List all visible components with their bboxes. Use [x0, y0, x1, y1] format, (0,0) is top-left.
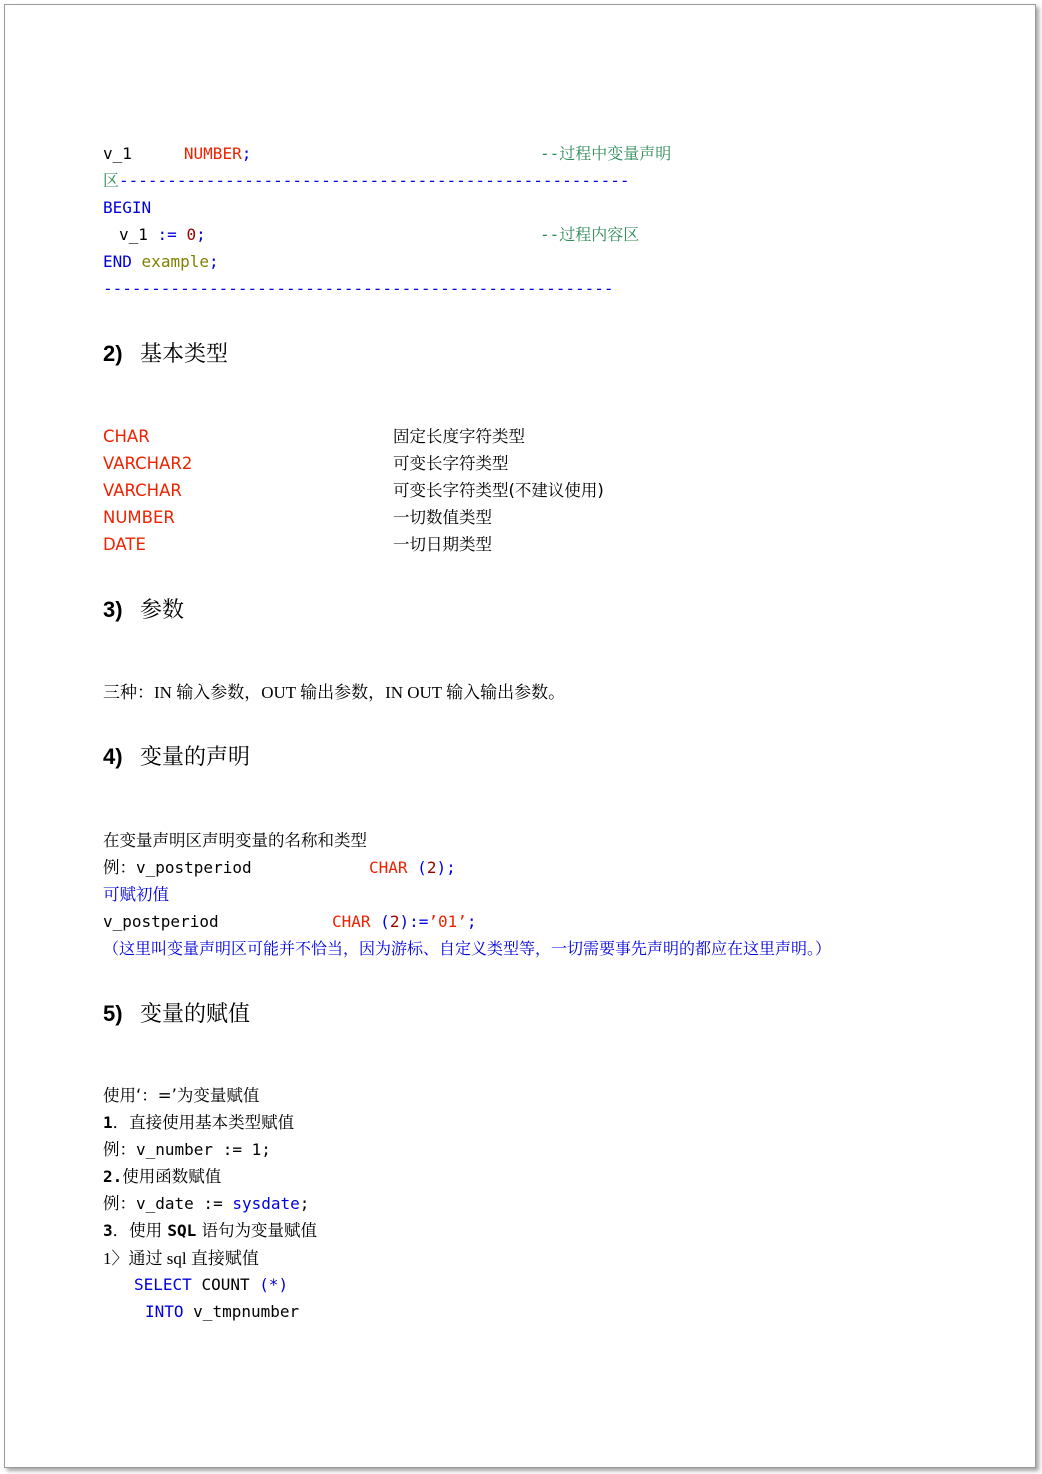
section-heading-3 — [103, 599, 184, 622]
assign-intro: 使用‘：=’为变量赋值 — [103, 1086, 260, 1105]
code-region-char: 区 — [103, 171, 120, 190]
item-number: 3 — [103, 1221, 113, 1240]
type-name-varchar2: VARCHAR2 — [103, 454, 193, 473]
code-semicolon: ; — [208, 252, 219, 271]
type-desc-varchar2: 可变长字符类型 — [393, 454, 509, 473]
item-text: 使用函数赋值 — [122, 1167, 222, 1186]
sql-count: COUNT — [201, 1275, 250, 1294]
assign-item-3 — [103, 1223, 317, 1240]
code-type: NUMBER — [183, 144, 242, 163]
example-paren: ( — [417, 858, 427, 877]
assign-item-1 — [103, 1115, 294, 1132]
type-name-varchar: VARCHAR — [103, 481, 182, 500]
init-paren: ( — [380, 912, 390, 931]
document-page — [4, 4, 1036, 1468]
init-len: 2 — [389, 912, 400, 931]
sql-into: INTO — [145, 1302, 184, 1321]
type-desc-date: 一切日期类型 — [393, 535, 492, 554]
code-assign-val: 0 — [186, 225, 197, 244]
decl-example-type — [369, 860, 456, 876]
example-prefix: 例： — [103, 858, 136, 877]
example-var: v_postperiod — [136, 858, 252, 877]
section-number: 5) — [103, 1001, 123, 1026]
example-type: CHAR — [369, 858, 408, 877]
sql-select-line — [134, 1277, 288, 1293]
section-title: 变量的赋值 — [140, 1002, 251, 1027]
type-desc-char: 固定长度字符类型 — [393, 427, 525, 446]
item-number: 1 — [103, 1113, 113, 1132]
code-line-end — [103, 254, 219, 270]
section-title: 基本类型 — [140, 342, 229, 367]
assign-example-2 — [103, 1196, 309, 1213]
section-heading-5 — [103, 1003, 250, 1026]
item-number: 2. — [103, 1167, 123, 1186]
init-label: 可赋初值 — [103, 885, 169, 904]
example-func: sysdate — [232, 1194, 300, 1213]
example-paren: ); — [436, 858, 456, 877]
example-len: 2 — [426, 858, 437, 877]
section-number: 2) — [103, 341, 123, 366]
section-heading-2 — [103, 343, 228, 366]
example-prefix: 例： — [103, 1194, 136, 1213]
init-semicolon: ; — [466, 912, 477, 931]
assign-sub-1: 1〉通过 sql 直接赋值 — [103, 1249, 259, 1268]
code-semicolon: ; — [241, 144, 252, 163]
code-assign-var: v_1 — [119, 225, 148, 244]
code-begin: BEGIN — [103, 198, 152, 217]
type-name-date: DATE — [103, 535, 146, 554]
example-code: v_number := 1; — [136, 1140, 271, 1159]
item-text: ．直接使用基本类型赋值 — [112, 1113, 295, 1132]
code-end-name: example — [141, 252, 209, 271]
section-title: 参数 — [140, 598, 185, 623]
section-number: 4) — [103, 744, 123, 769]
code-var: v_1 — [103, 144, 132, 163]
sql-into-line — [145, 1304, 299, 1320]
sql-count-arg: (*) — [259, 1275, 289, 1294]
decl-note: （这里叫变量声明区可能并不恰当，因为游标、自定义类型等，一切需要事先声明的都应在这里声明。） — [103, 939, 832, 958]
decl-intro: 在变量声明区声明变量的名称和类型 — [103, 831, 367, 850]
code-comment-decl: --过程中变量声明 — [540, 144, 672, 163]
item-text: 语句为变量赋值 — [196, 1221, 318, 1240]
code-dash-line: ----------------------------------------------------- — [119, 171, 630, 190]
item-text: ．使用 — [112, 1221, 168, 1240]
code-line-assign — [119, 227, 206, 243]
assign-example-1 — [103, 1142, 271, 1159]
assign-item-2 — [103, 1169, 221, 1186]
item-sql: SQL — [167, 1221, 197, 1240]
section-heading-4 — [103, 746, 250, 769]
code-assign-op: := — [157, 225, 177, 244]
init-type-line — [332, 914, 477, 930]
code-dash-line-end: ----------------------------------------------------- — [103, 279, 614, 298]
section-title: 变量的声明 — [140, 745, 251, 770]
type-desc-varchar: 可变长字符类型(不建议使用) — [393, 481, 604, 500]
code-line-decl — [103, 146, 251, 162]
decl-example-line — [103, 860, 252, 877]
type-name-char: CHAR — [103, 427, 150, 446]
init-type: CHAR — [332, 912, 371, 931]
type-desc-number: 一切数值类型 — [393, 508, 492, 527]
code-line-region — [103, 173, 630, 189]
example-code: v_date := — [136, 1194, 233, 1213]
sql-select: SELECT — [134, 1275, 192, 1294]
init-assign: ):= — [399, 912, 429, 931]
code-end-kw: END — [103, 252, 132, 271]
example-prefix: 例： — [103, 1140, 136, 1159]
section-number: 3) — [103, 597, 123, 622]
type-name-number: NUMBER — [103, 508, 175, 527]
params-text: 三种：IN 输入参数，OUT 输出参数，IN OUT 输入输出参数。 — [103, 683, 566, 702]
example-semicolon: ; — [299, 1194, 310, 1213]
init-var: v_postperiod — [103, 912, 219, 931]
code-comment-assign: --过程内容区 — [540, 225, 640, 244]
sql-into-var: v_tmpnumber — [193, 1302, 300, 1321]
code-semicolon: ; — [196, 225, 206, 244]
init-value: ’01’ — [428, 912, 467, 931]
